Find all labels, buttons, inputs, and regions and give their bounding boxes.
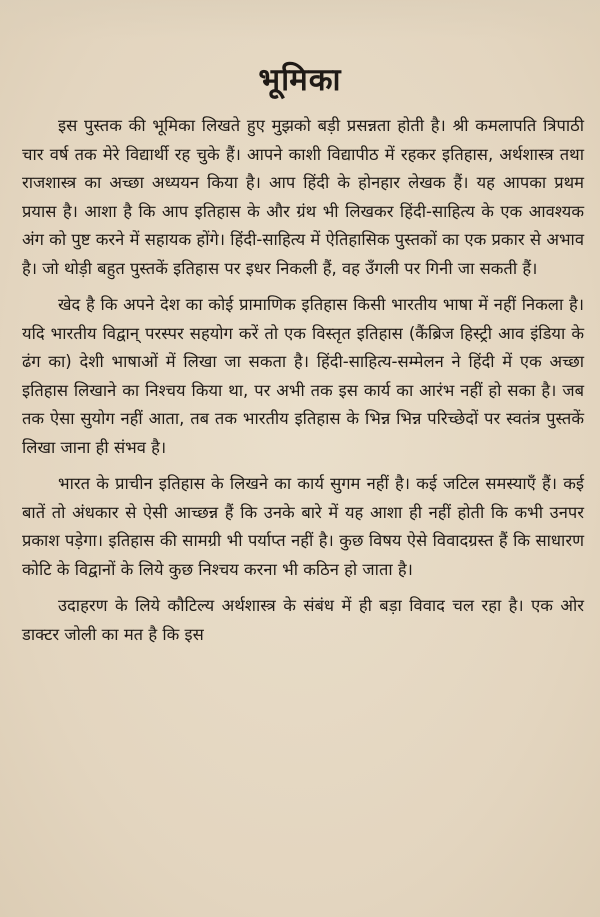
page-body	[22, 112, 584, 649]
paragraph-3: भारत के प्राचीन इतिहास के लिखने का कार्य सुगम नहीं है। कई जटिल समस्याएँ हैं। कई बातें तो अंधकार से ऐसी आच्छन्न हैं कि उनके बारे में यह आशा ही नहीं होती कि कभी उनपर प्रकाश पड़ेगा। इतिहास की सामग्री भी पर्याप्त नहीं है। कुछ विषय ऐसे विवादग्रस्त हैं कि साधारण कोटि के विद्वानों के लिये कुछ निश्चय करना भी कठिन हो जाता है।	[22, 474, 584, 579]
page-show-through	[0, 0, 600, 40]
paragraph-4: उदाहरण के लिये कौटिल्य अर्थशास्त्र के संबंध में ही बड़ा विवाद चल रहा है। एक ओर डाक्टर जोली का मत है कि इस	[22, 596, 584, 644]
paragraph-1: इस पुस्तक की भूमिका लिखते हुए मुझको बड़ी प्रसन्नता होती है। श्री कमलापति त्रिपाठी चार वर्ष तक मेरे विद्यार्थी रह चुके हैं। आपने काशी विद्यापीठ में रहकर इतिहास, अर्थशास्त्र तथा राजशास्त्र का अच्छा अध्ययन किया है। आप हिंदी के होनहार लेखक हैं। यह आपका प्रथम प्रयास है। आशा है कि आप इतिहास के और ग्रंथ भी लिखकर हिंदी-साहित्य के एक आवश्यक अंग को पुष्ट करने में सहायक होंगे। हिंदी-साहित्य में ऐतिहासिक पुस्तकों का एक प्रकार से अभाव है। जो थोड़ी बहुत पुस्तकें इतिहास पर इधर निकली हैं, वह उँगली पर गिनी जा सकती हैं।	[22, 116, 584, 278]
paragraph-2: खेद है कि अपने देश का कोई प्रामाणिक इतिहास किसी भारतीय भाषा में नहीं निकला है। यदि भारतीय विद्वान् परस्पर सहयोग करें तो एक विस्तृत इतिहास (कैंब्रिज हिस्ट्री आव इंडिया के ढंग का) देशी भाषाओं में लिखा जा सकता है। हिंदी-साहित्य-सम्मेलन ने हिंदी में एक अच्छा इतिहास लिखाने का निश्चय किया था, पर अभी तक इस कार्य का आरंभ नहीं हो सका है। जब तक ऐसा सुयोग नहीं आता, तब तक भारतीय इतिहास के भिन्न भिन्न परिच्छेदों पर स्वतंत्र पुस्तकें लिखा जाना ही संभव है।	[22, 295, 584, 457]
page-title: भूमिका	[258, 62, 342, 98]
